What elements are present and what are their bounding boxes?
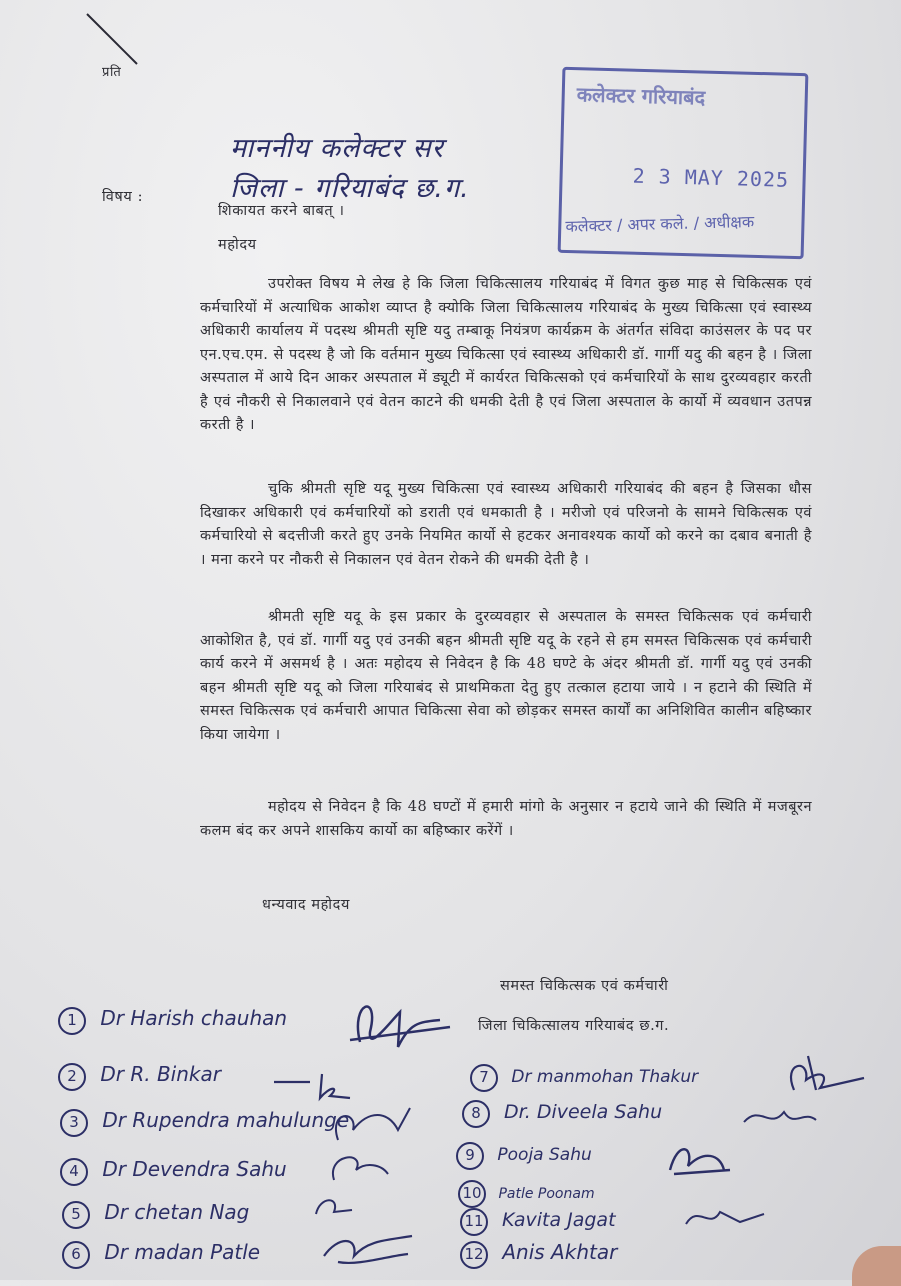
signature-row: [58, 1006, 287, 1035]
received-stamp: [558, 67, 809, 259]
signature-scribble: [318, 1226, 418, 1271]
signature-row: [470, 1064, 698, 1092]
signature-number: 2: [58, 1063, 86, 1091]
signature-name: Patle Poonam: [498, 1186, 595, 1202]
signature-name: Anis Akhtar: [502, 1240, 618, 1264]
closing: धन्यवाद महोदय: [262, 897, 350, 913]
signature-number: 6: [62, 1241, 90, 1269]
stamp-footer: कलेक्टर / अपर कले. / अधीक्षक: [565, 211, 755, 236]
signature-scribble: [310, 1194, 360, 1224]
signature-number: 3: [60, 1109, 88, 1137]
signature-number: 11: [460, 1208, 488, 1236]
signature-name: Dr manmohan Thakur: [511, 1067, 699, 1087]
signature-number: 12: [460, 1241, 488, 1269]
stamp-date: 2 3 MAY 2025: [632, 163, 790, 192]
signature-row: [456, 1142, 592, 1170]
paragraph-4: महोदय से निवेदन है कि 48 घण्टों में हमारी मांगो के अनुसार न हटाये जाने की स्थिति में मजबूरन कलम बंद कर अपने शासकिय कार्यो का बहिष्कार करेंगें ।: [200, 799, 812, 839]
signature-name: Pooja Sahu: [497, 1145, 592, 1165]
subject-label: विषय :: [102, 189, 144, 205]
signature-row: [462, 1100, 662, 1128]
finger-shadow: [852, 1246, 901, 1286]
signature-name: Dr Devendra Sahu: [102, 1157, 287, 1181]
signature-scribble: [328, 1100, 418, 1150]
signature-scribble: [780, 1050, 870, 1100]
signature-scribble: [740, 1100, 820, 1135]
signature-row: [60, 1157, 287, 1186]
signatory-line-1: समस्त चिकित्सक एवं कर्मचारी: [500, 978, 669, 994]
signature-scribble: [664, 1140, 734, 1180]
subject-text: शिकायत करने बाबत् ।: [218, 203, 345, 219]
signature-number: 9: [456, 1142, 484, 1170]
signature-name: Kavita Jagat: [502, 1209, 616, 1231]
signature-number: 5: [62, 1201, 90, 1229]
signature-row: [458, 1180, 595, 1208]
signature-row: [58, 1062, 221, 1091]
signature-row: [460, 1208, 616, 1236]
paragraph-2: चुकि श्रीमती सृष्टि यदू मुख्य चिकित्सा एवं स्वास्थ्य अधिकारी गरियाबंद की बहन है जिसका धौस दिखाकर अधिकारी एवं कर्मचारियों को डराती एवं धमकाती है । मरीजो एवं परिजनो के सामने चिकित्सक एवं कर्मचारियो से बदत्तीजी करते हुए उनके नियमित कार्यो से हटकर अनावश्यक कार्यो को करने का दबाव बनाती है । मना करने पर नौकरी से निकालन एवं वेतन रोकने की धमकी देती है ।: [200, 481, 812, 568]
signature-number: 10: [458, 1180, 486, 1208]
stamp-header: कलेक्टर गरियाबंद: [576, 82, 706, 110]
salutation: महोदय: [218, 237, 257, 253]
signature-name: Dr. Diveela Sahu: [504, 1101, 663, 1123]
signature-number: 1: [58, 1007, 86, 1035]
prati-label: प्रति: [102, 65, 122, 80]
signatory-line-2: जिला चिकित्सालय गरियाबंद छ.ग.: [478, 1018, 670, 1034]
signature-number: 8: [462, 1100, 490, 1128]
signature-scribble: [340, 992, 460, 1062]
addressee-line-2: जिला - गरियाबंद छ.ग.: [230, 173, 470, 204]
signature-scribble: [680, 1200, 770, 1240]
signature-name: Dr R. Binkar: [100, 1062, 221, 1086]
signature-row: [62, 1200, 249, 1229]
paragraph-1: उपरोक्त विषय मे लेख हे कि जिला चिकित्सालय गरियाबंद में विगत कुछ माह से चिकित्सक एवं कर्मचारियों में अत्याधिक आकोश व्याप्त है क्योकि जिला चिकित्सालय गरियाबंद के मुख्य चिकित्सा एवं स्वास्थ्य अधिकारी कार्यालय में पदस्थ श्रीमती सृष्टि यदु तम्बाकू नियंत्रण कार्यक्रम के अंतर्गत संविदा काउंसलर के पद पर एन.एच.एम. से पदस्थ है जो कि वर्तमान मुख्य चिकित्सा एवं स्वास्थ्य अधिकारी डॉ. गार्गी यदु की बहन है । जिला अस्पताल में आये दिन आकर अस्पताल में ड्यूटी में कार्यरत चिकित्सको एवं कर्मचारियों के साथ दुरव्यवहार करती है एवं नौकरी से निकालवाने एवं वेतन काटने की धमकी देती है एवं जिला अस्पताल के कार्यो में व्यवधान उतपन्न करती है ।: [200, 276, 812, 433]
signature-name: Dr chetan Nag: [104, 1200, 250, 1224]
signature-row: [60, 1108, 349, 1137]
signature-row: [62, 1240, 260, 1269]
signature-row: [460, 1240, 617, 1269]
signature-number: 7: [470, 1064, 498, 1092]
addressee-line-1: माननीय कलेक्टर सर: [230, 133, 444, 164]
signature-name: Dr Harish chauhan: [100, 1006, 288, 1030]
signature-name: Dr madan Patle: [104, 1240, 261, 1264]
signature-name: Dr Rupendra mahulunge: [102, 1108, 350, 1132]
paragraph-3: श्रीमती सृष्टि यदू के इस प्रकार के दुरव्यवहार से अस्पताल के समस्त चिकित्सक एवं कर्मचारी आकोशित है, एवं डॉ. गार्गी यदु एवं उनकी बहन श्रीमती सृष्टि यदू के रहने से हम समस्त चिकित्सक एवं कर्मचारी कार्य करने में असमर्थ है । अतः महोदय से निवेदन है कि 48 घण्टे के अंदर श्रीमती डॉ. गार्गी यदु एवं उनकी बहन श्रीमती सृष्टि यदू को जिला गरियाबंद से प्राथमिकता देतु हुए तत्काल हटाया जाये । न हटाने की स्थिति में समस्त चिकित्सक एवं कर्मचारी आपात चिकित्सा सेवा को छोड़कर समस्त कार्यों का अनिशिवित कालीन बहिष्कार किया जायेगा ।: [200, 609, 812, 743]
signature-scribble: [326, 1150, 396, 1190]
signature-number: 4: [60, 1158, 88, 1186]
